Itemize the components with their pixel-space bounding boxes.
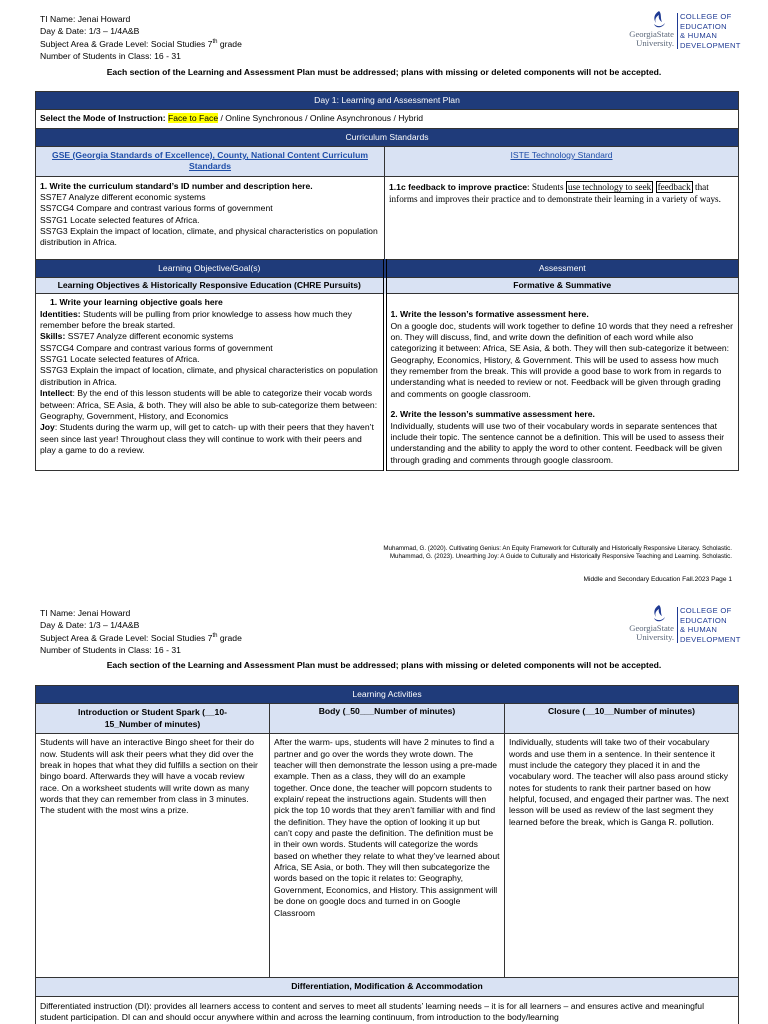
intro-header: Introduction or Student Spark (__10-15_Number of minutes) — [36, 704, 270, 734]
page-footer: Middle and Secondary Education Fall.2023 Page 1 — [583, 576, 732, 583]
summative-text: Individually, students will use two of their vocabulary words in separate sentences that include their topic. The sentence cannot be a definition. This will be used to assess their understanding and the ability to apply the word to other content. Feedback will be given through grading and comments through google classroom. — [390, 420, 725, 465]
day-date: Day & Date: 1/3 – 1/4A&B — [40, 619, 140, 630]
intro-cell: Students will have an interactive Bingo sheet for their do now. Students will ask their peers what they did over the break in hopes that what they did fulfills a section on their bingo board. Afterwards they will have a vocab review race. On a worksheet students will write down as many words that they can remember from class in 3 minutes. The student with the most wins a prize. — [36, 734, 270, 978]
skills: Skills: SS7E7 Analyze different economic systems — [40, 331, 234, 342]
iste-header[interactable]: ISTE Technology Standard — [385, 147, 739, 177]
ti-name: TI Name: Jenai Howard — [40, 14, 131, 24]
dma-text: Differentiated instruction (DI): provides all learners access to content and serves to meet all students’ learning needs – it is for all learners – and ensures active and meaningful student participation. DI can and should occur anywhere within and across the learning continuum, from introduction to the body/learning — [36, 996, 739, 1024]
mode-of-instruction: Select the Mode of Instruction: Face to Face / Online Synchronous / Online Asynchronous / Hybrid — [36, 110, 739, 128]
skill-item: SS7G1 Locate selected features of Africa. — [40, 354, 200, 365]
standard-item: SS7CG4 Compare and contrast various forms of government — [40, 203, 273, 214]
skill-item: SS7CG4 Compare and contrast various forms of government — [40, 342, 273, 353]
summative-heading: 2. Write the lesson’s summative assessment here. — [390, 409, 595, 420]
mode-selected: Face to Face — [167, 113, 219, 124]
ti-name: TI Name: Jenai Howard — [40, 608, 131, 618]
objective-bar: Learning Objective/Goal(s) — [36, 259, 385, 277]
student-count: Number of Students in Class: 16 - 31 — [40, 644, 181, 655]
flame-icon — [650, 10, 668, 30]
standards-bar: Curriculum Standards — [36, 128, 739, 146]
objective-subheader: Learning Objectives & Historically Responsive Education (CHRE Pursuits) — [36, 278, 385, 294]
identities: Identities: Students will be pulling from prior knowledge to assess how much they remember before the break started. — [40, 308, 352, 331]
gsu-wordmark: GeorgiaState University. — [629, 29, 674, 49]
objective-heading: 1. Write your learning objective goals here — [50, 297, 223, 308]
standard-item: SS7G3 Explain the impact of location, climate, and physical characteristics on population distribution in Africa. — [40, 226, 378, 248]
activities-table — [35, 685, 739, 1024]
student-count: Number of Students in Class: 16 - 31 — [40, 50, 181, 61]
subject-grade: Subject Area & Grade Level: Social Studies 7th grade — [40, 39, 242, 50]
standard-item: SS7E7 Analyze different economic systems — [40, 192, 206, 203]
college-name: COLLEGE OF EDUCATION & HUMAN DEVELOPMENT — [680, 606, 741, 644]
subject-grade: Subject Area & Grade Level: Social Studies 7th grade — [40, 633, 242, 644]
plan-header — [40, 14, 640, 62]
activities-bar: Learning Activities — [36, 686, 739, 704]
intellect: Intellect: By the end of this lesson students will be able to categorize their vocab words between: Africa, SE Asia, & both. They will also be able to sub-categorize them between: Geography, Government, History, and Economics — [40, 388, 378, 421]
plan-header — [40, 608, 640, 656]
flame-icon — [650, 604, 668, 624]
citations: Muhammad, G. (2020). Cultivating Genius: An Equity Framework for Culturally and Historically Responsive Literacy. Scholastic. Muhammad, G. (2023). Unearthing Joy: A Guide to Culturally and Historically Responsive Teaching and Learning. Scholastic. — [383, 545, 732, 560]
assessment-subheader: Formative & Summative — [385, 278, 739, 294]
iste-standard-cell — [385, 176, 739, 259]
body-header: Body (_50___Number of minutes) — [270, 704, 505, 734]
dma-header: Differentiation, Modification & Accommodation — [36, 978, 739, 996]
logo-divider — [677, 607, 678, 643]
assessment-bar: Assessment — [385, 259, 739, 277]
gsu-wordmark: GeorgiaState University. — [629, 623, 674, 643]
skill-item: SS7G3 Explain the impact of location, climate, and physical characteristics on population distribution in Africa. — [40, 365, 378, 387]
body-cell: After the warm- ups, students will have 2 minutes to find a partner and go over the words they wrote down. The teacher will then demonstrate the lesson using a pre-made example. Then as a class, they will do an example together. Once done, the teacher will popcorn students to explain/ repeat the instructions again. Students will then pick the top 10 words that they aren’t familiar with and find the definition. They have the option of looking it up but can’t copy and paste the definition. The definition must be in their own words. Students will categorize the words based on whether they relate to what they’ve learned about Africa, SE Asia, or both. They will then subcategorize the words based on the topic it relates to: Geography, Government, Economics, and History. This assignment will be done on google docs and turned in on Google Classroom — [270, 734, 505, 978]
gse-header[interactable]: GSE (Georgia Standards of Excellence), County, National Content Curriculum Standards — [36, 147, 385, 177]
submission-notice: Each section of the Learning and Assessment Plan must be addressed; plans with missing or deleted components will not be accepted. — [106, 660, 662, 670]
assessment-cell — [385, 294, 739, 470]
formative-text: On a google doc, students will work together to define 10 words that they need a refresher on. They will discuss, find, and write down the definition of each word while also categorizing it between: Africa, SE Asia, & both. They will then sub-categorize it between: Geography, Economics, History, & Government. This will be used to assess how much they remember from the break. This will provide a good base to work from in regards to understanding what is needed to review or not. Feedback will be given through grading and comments on google classroom. — [390, 320, 734, 399]
day-date: Day & Date: 1/3 – 1/4A&B — [40, 25, 140, 36]
gsu-logo — [622, 10, 742, 52]
joy: Joy: Students during the warm up, will get to catch- up with their peers that they haven’t seen since last year! Throughout class they will continue to work with their peers and play a game to do a review. — [40, 422, 374, 455]
college-name: COLLEGE OF EDUCATION & HUMAN DEVELOPMENT — [680, 12, 741, 50]
plan-table — [35, 91, 739, 471]
plan-title: Day 1: Learning and Assessment Plan — [36, 92, 739, 110]
page-2 — [0, 596, 768, 1024]
standard-item: SS7G1 Locate selected features of Africa. — [40, 214, 200, 225]
logo-divider — [677, 13, 678, 49]
formative-heading: 1. Write the lesson’s formative assessment here. — [390, 309, 589, 320]
gsu-logo — [622, 604, 742, 646]
objectives-cell — [36, 294, 385, 470]
iste-standard-text: 1.1c feedback to improve practice: Students use technology to seek feedback that informs and improves their practice and to demonstrate their learning in a variety of ways. — [389, 181, 721, 205]
closure-header: Closure (__10__Number of minutes) — [505, 704, 739, 734]
closure-cell: Individually, students will take two of their vocabulary words and use them in a sentence. In their sentence it must include the category they placed it in and the vocabulary word. The teacher will also pass around sticky notes for students to rank their partner based on how helpful, focused, and engaged their partner was. The next lesson will be used as review of the last segment they learned before the break, which is Ganga R. pollution. — [505, 734, 739, 978]
submission-notice: Each section of the Learning and Assessment Plan must be addressed; plans with missing or deleted components will not be accepted. — [106, 67, 662, 77]
gse-standards-cell: 1. Write the curriculum standard’s ID number and description here. SS7E7 Analyze different economic systems SS7CG4 Compare and contrast various forms of government SS7G1 Locate selected features of Africa. SS7G3 Explain the impact of location, climate, and physical characteristics on population distribution in Africa. — [36, 176, 385, 259]
